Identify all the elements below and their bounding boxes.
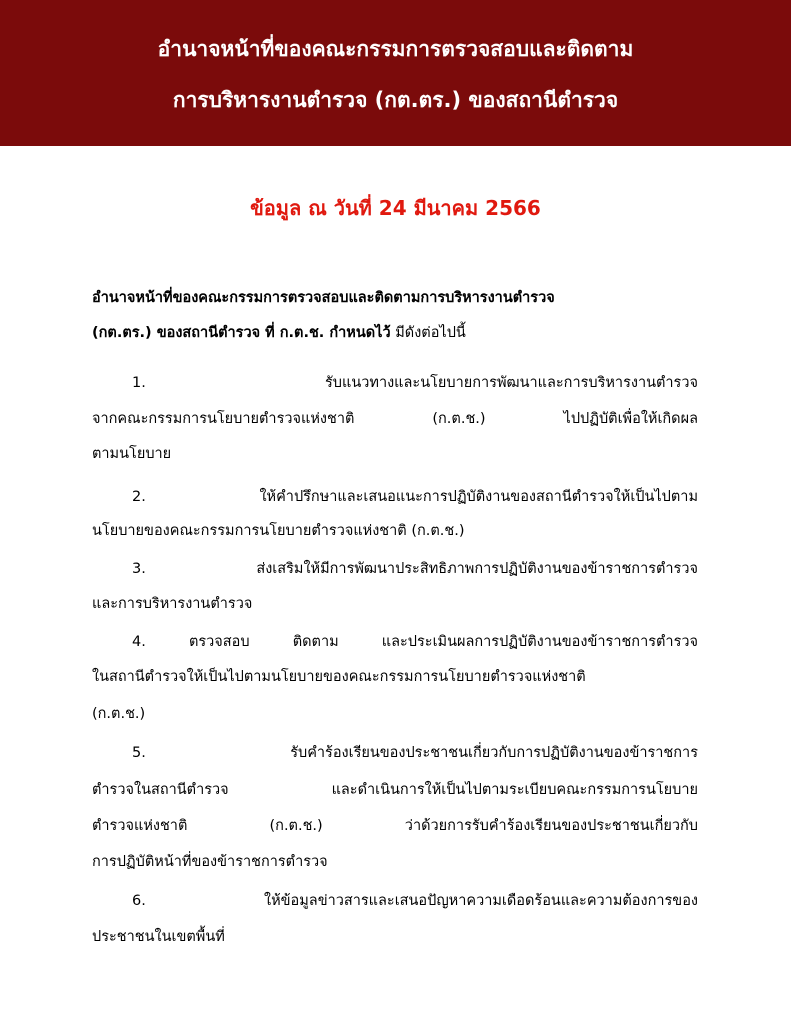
intro-line-1: อำนาจหน้าที่ของคณะกรรมการตรวจสอบและติดตามการบริหารงานตำรวจ: [92, 290, 555, 306]
intro-line-2-bold: (กต.ตร.) ของสถานีตำรวจ ที่ ก.ต.ช. กำหนดไว้: [92, 325, 391, 341]
header-band: [0, 0, 791, 146]
data-date: ข้อมูล ณ วันที่ 24 มีนาคม 2566: [250, 196, 541, 220]
item-5-line-3: ตำรวจแห่งชาติ (ก.ต.ช.) ว่าด้วยการรับคำร้องเรียนของประชาชนเกี่ยวกับ: [92, 818, 698, 834]
item-5-line-1: 5. รับคำร้องเรียนของประชาชนเกี่ยวกับการปฏิบัติงานของข้าราชการ: [132, 745, 698, 761]
item-1-line-3: ตามนโยบาย: [92, 446, 172, 462]
item-4-line-1: 4. ตรวจสอบ ติดตาม และประเมินผลการปฏิบัติงานของข้าราชการตำรวจ: [132, 634, 698, 650]
header-title-line-2: การบริหารงานตำรวจ (กต.ตร.) ของสถานีตำรวจ: [172, 88, 619, 112]
intro-line-2: [92, 320, 466, 346]
item-6-line-1: 6. ให้ข้อมูลข่าวสารและเสนอปัญหาความเดือดร้อนและความต้องการของ: [132, 893, 698, 909]
item-4-line-2: ในสถานีตำรวจให้เป็นไปตามนโยบายของคณะกรรมการนโยบายตำรวจแห่งชาติ: [92, 669, 586, 685]
item-2-line-1: 2. ให้คำปรึกษาและเสนอแนะการปฏิบัติงานของสถานีตำรวจให้เป็นไปตาม: [132, 489, 698, 505]
item-3-line-2: และการบริหารงานตำรวจ: [92, 596, 253, 612]
item-6-line-2: ประชาชนในเขตพื้นที่: [92, 929, 225, 945]
intro-line-2-rest: มีดังต่อไปนี้: [390, 325, 466, 341]
header-title-line-1: อำนาจหน้าที่ของคณะกรรมการตรวจสอบและติดตาม: [157, 37, 634, 61]
item-3-line-1: 3. ส่งเสริมให้มีการพัฒนาประสิทธิภาพการปฏิบัติงานของข้าราชการตำรวจ: [132, 561, 698, 577]
item-1-line-1: 1. รับแนวทางและนโยบายการพัฒนาและการบริหารงานตำรวจ: [132, 375, 698, 391]
item-2-line-2: นโยบายของคณะกรรมการนโยบายตำรวจแห่งชาติ (ก.ต.ช.): [92, 523, 465, 539]
item-1-line-2: จากคณะกรรมการนโยบายตำรวจแห่งชาติ (ก.ต.ช.) ไปปฏิบัติเพื่อให้เกิดผล: [92, 411, 698, 427]
item-5-line-4: การปฏิบัติหน้าที่ของข้าราชการตำรวจ: [92, 854, 328, 870]
item-4-line-3: (ก.ต.ช.): [92, 706, 146, 722]
item-5-line-2: ตำรวจในสถานีตำรวจ และดำเนินการให้เป็นไปตามระเบียบคณะกรรมการนโยบาย: [92, 782, 698, 798]
